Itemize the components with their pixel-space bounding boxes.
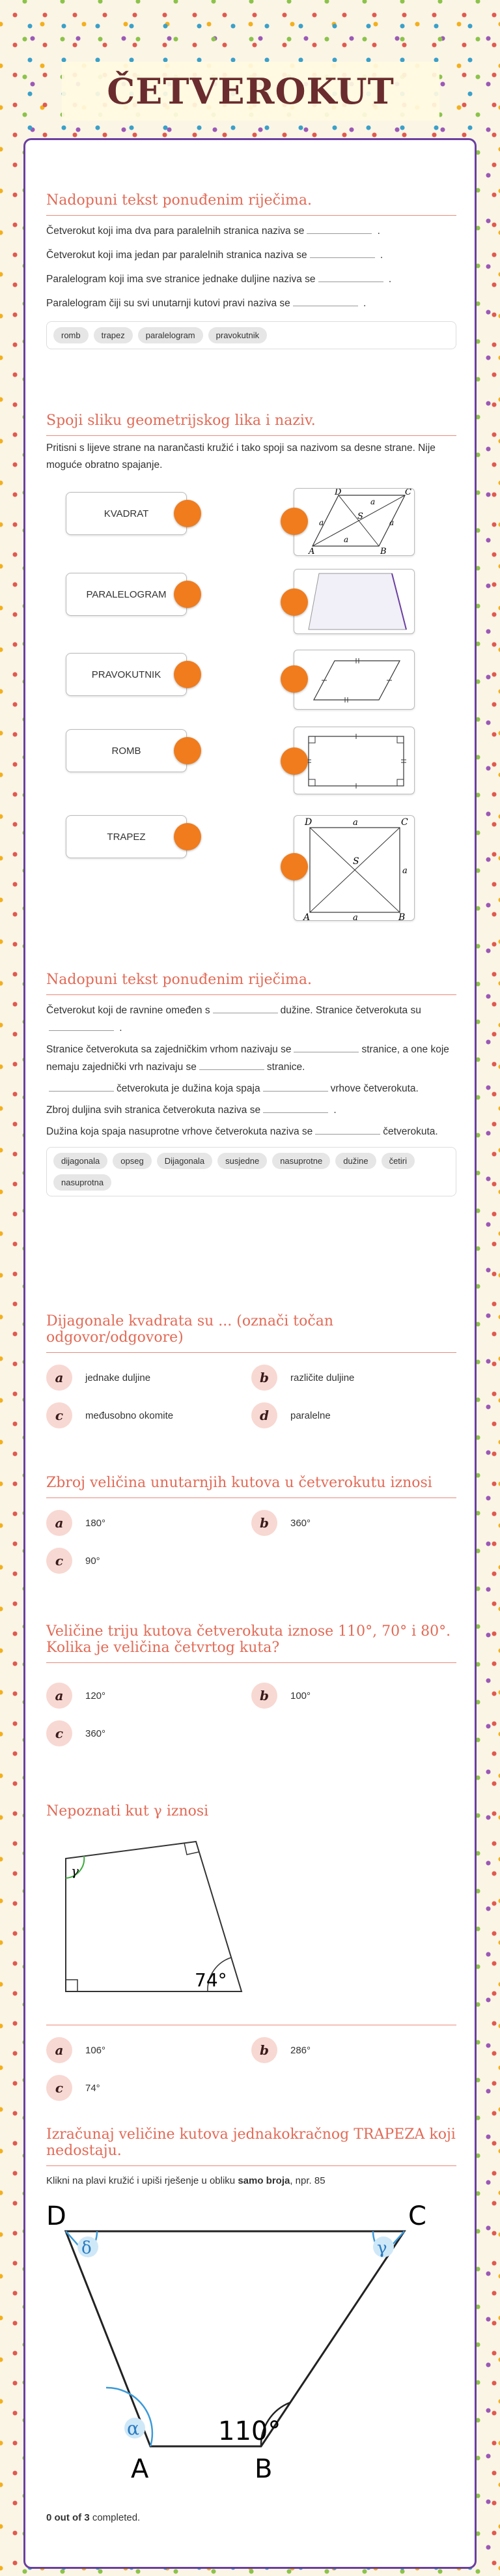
match-target-trapezoid [294, 569, 415, 634]
trapezoid-figure [294, 570, 415, 635]
q1-line-2-text: Četverokut koji ima jedan par paralelnih stranica naziva se [46, 250, 307, 261]
option-letter: b [251, 1683, 277, 1709]
question-5-title: Zbroj veličina unutarnjih kutova u četverokutu iznosi [46, 1475, 456, 1498]
option-text: 74° [85, 2082, 100, 2094]
q1-blank-1[interactable] [307, 222, 372, 234]
option-letter: a [46, 1510, 72, 1536]
q3-text: Dužina koja spaja nasuprotne vrhove četverokuta naziva se [46, 1126, 313, 1137]
q1-line-4: Paralelogram čiji su svi unutarnji kutovi pravi naziva se . [46, 295, 456, 312]
match-target-rhombus [294, 488, 415, 556]
q1-line-4-text: Paralelogram čiji su svi unutarnji kutovi pravi naziva se [46, 298, 290, 309]
question-1-title: Nadopuni tekst ponuđenim riječima. [46, 192, 456, 216]
q1-line-1: Četverokut koji ima dva para paralelnih stranica naziva se . [46, 222, 456, 240]
square-figure [294, 816, 415, 921]
question-2 [46, 412, 456, 474]
q3-line-5 [46, 1123, 456, 1140]
option-text: međusobno okomite [85, 1410, 174, 1421]
q8-instruction [46, 2173, 456, 2190]
answer-option[interactable] [251, 2037, 456, 2063]
gamma-label: γ [377, 2238, 387, 2258]
question-7 [46, 1803, 456, 2101]
match-handle[interactable] [281, 508, 308, 535]
answer-option[interactable] [46, 2037, 251, 2063]
question-7-title: Nepoznati kut γ iznosi [46, 1803, 209, 1819]
center-label: S [353, 856, 359, 867]
word-chip[interactable]: dužine [335, 1153, 376, 1169]
trapezoid-diagram [46, 2192, 456, 2485]
quadrilateral-figure [46, 1832, 268, 2015]
q3-line-4: Zbroj duljina svih stranica četverokuta naziva se . [46, 1101, 456, 1119]
option-letter: d [251, 1402, 277, 1428]
q3-text: Zbroj duljina svih stranica četverokuta naziva se [46, 1105, 261, 1116]
q3-text: stranice. [266, 1062, 305, 1073]
q3-line-3 [46, 1080, 456, 1097]
answer-option[interactable] [46, 1683, 251, 1709]
vertex-label: D [305, 817, 312, 828]
vertex-label: C [405, 489, 411, 497]
option-text: 286° [290, 2044, 311, 2056]
rectangle-figure [294, 727, 415, 795]
match-item-label: PARALELOGRAM [86, 588, 167, 600]
q3-blank[interactable] [49, 1080, 114, 1092]
option-text: paralelne [290, 1410, 331, 1421]
match-handle[interactable] [281, 665, 308, 693]
q1-line-2: Četverokut koji ima jedan par paralelnih stranica naziva se . [46, 246, 456, 264]
question-6-title: Veličine triju kutova četverokuta iznose 110°, 70° i 80°. Kolika je veličina četvrtog kuta? [46, 1623, 456, 1663]
angle-label: 110° [218, 2416, 281, 2446]
q3-blank[interactable] [213, 1002, 278, 1013]
option-text: 360° [85, 1728, 106, 1739]
question-2-title: Spoji sliku geometrijskog lika i naziv. [46, 412, 456, 436]
progress-count: 0 out of 3 [46, 2512, 90, 2523]
word-chip[interactable]: pravokutnik [208, 327, 267, 343]
side-label: a [353, 913, 358, 921]
side-label: a [353, 818, 358, 828]
answer-option[interactable] [46, 1720, 251, 1746]
q1-line-1-text: Četverokut koji ima dva para paralelnih stranica naziva se [46, 225, 305, 237]
answer-option[interactable] [251, 1510, 456, 1536]
option-text: 180° [85, 1517, 106, 1529]
word-chip[interactable]: trapez [94, 327, 133, 343]
question-3-title: Nadopuni tekst ponuđenim riječima. [46, 972, 456, 995]
option-letter: a [46, 1365, 72, 1391]
vertex-label: D [335, 489, 342, 497]
option-letter: a [46, 2037, 72, 2063]
word-chip[interactable]: susjedne [217, 1153, 267, 1169]
angle-label: 74° [195, 1969, 227, 1991]
match-handle[interactable] [281, 588, 308, 616]
option-letter: b [251, 1365, 277, 1391]
match-target-parallelogram [294, 650, 415, 710]
option-text: 360° [290, 1517, 311, 1529]
question-1 [46, 192, 456, 349]
alpha-label: α [127, 2418, 139, 2439]
match-handle[interactable] [174, 500, 201, 527]
option-text: 106° [85, 2044, 106, 2056]
q4-choices [46, 1365, 456, 1428]
vertex-label: C [401, 817, 408, 828]
q3-text: Stranice četverokuta sa zajedničkim vrhom nazivaju se [46, 1044, 292, 1055]
worksheet-card [23, 138, 477, 2569]
q3-word-bank [46, 1147, 456, 1196]
side-label: a [389, 518, 395, 527]
answer-option[interactable] [251, 1365, 456, 1391]
match-handle[interactable] [174, 823, 201, 850]
question-6 [46, 1623, 456, 1746]
question-8 [46, 2126, 456, 2489]
instruction-text: Klikni na plavi kružić i upiši rješenje u obliku [46, 2175, 238, 2186]
option-text: jednake duljine [85, 1372, 151, 1383]
option-text: 90° [85, 1555, 100, 1567]
word-chip[interactable]: nasuprotne [272, 1153, 330, 1169]
match-item-label: PRAVOKUTNIK [91, 669, 161, 680]
match-target-square [294, 815, 415, 921]
q3-line-2 [46, 1041, 456, 1076]
question-4 [46, 1313, 456, 1428]
question-4-title: Dijagonale kvadrata su ... (označi točan odgovor/odgovore) [46, 1313, 456, 1353]
q3-text: četverokuta. [383, 1126, 438, 1137]
progress-text: completed. [89, 2512, 141, 2523]
match-item-pravokutnik [66, 653, 187, 696]
vertex-label: B [380, 547, 387, 557]
question-8-title: Izračunaj veličine kutova jednakokračnog TRAPEZA koji nedostaju. [46, 2126, 456, 2166]
q3-line-1: Četverokut koji de ravnine omeđen s dužine. Stranice četverokuta su . [46, 1002, 456, 1037]
match-item-paralelogram [66, 573, 187, 616]
word-chip[interactable]: Dijagonala [157, 1153, 212, 1169]
answer-option[interactable] [46, 1402, 251, 1428]
answer-option[interactable] [46, 2075, 251, 2101]
vertex-label: D [46, 2201, 66, 2231]
q3-text: dužine. Stranice četverokuta su [280, 1005, 421, 1016]
option-letter: b [251, 2037, 277, 2063]
option-letter: c [46, 1548, 72, 1574]
question-3 [46, 972, 456, 1196]
side-label: a [402, 866, 408, 876]
q7-choices [46, 2037, 456, 2101]
side-label: a [370, 497, 376, 506]
progress-footer [46, 2512, 140, 2523]
header-banner [62, 62, 439, 121]
q1-blank-3[interactable] [318, 270, 383, 282]
instruction-bold: samo broja [238, 2175, 290, 2186]
vertex-label: A [131, 2454, 149, 2484]
option-letter: c [46, 1402, 72, 1428]
match-item-trapez [66, 815, 187, 858]
q2-instruction: Pritisni s lijeve strane na narančasti kružić i tako spoji sa nazivom sa desne strane. Nije moguće obratno spajanje. [46, 442, 436, 470]
q1-word-bank [46, 321, 456, 349]
match-handle[interactable] [174, 581, 201, 608]
match-handle[interactable] [174, 661, 201, 688]
match-item-romb [66, 729, 187, 772]
option-text: 100° [290, 1690, 311, 1701]
match-handle[interactable] [281, 853, 308, 880]
gamma-label: γ [71, 1863, 79, 1879]
q3-blank[interactable] [263, 1080, 328, 1092]
delta-label: δ [81, 2238, 92, 2258]
q3-text: vrhove četverokuta. [330, 1083, 419, 1094]
option-text: 120° [85, 1690, 106, 1701]
q3-blank[interactable] [199, 1058, 264, 1070]
vertex-label: B [398, 912, 406, 921]
q3-blank[interactable] [49, 1019, 114, 1031]
word-chip[interactable]: četiri [382, 1153, 415, 1169]
question-5 [46, 1475, 456, 1574]
word-chip[interactable]: dijagonala [53, 1153, 107, 1169]
vertex-label: A [309, 547, 315, 557]
option-text: različite duljine [290, 1372, 355, 1383]
side-label: a [319, 518, 324, 527]
match-item-label: KVADRAT [104, 508, 149, 519]
q1-line-3-text: Paralelogram koji ima sve stranice jednake duljine naziva se [46, 274, 316, 285]
vertex-label: C [408, 2201, 426, 2231]
answer-option[interactable] [46, 1548, 251, 1574]
q3-blank[interactable] [294, 1041, 359, 1052]
answer-option[interactable] [251, 1402, 456, 1428]
side-label: a [344, 535, 349, 544]
match-item-label: ROMB [111, 745, 141, 757]
instruction-text: , npr. 85 [290, 2175, 326, 2186]
page-title: ČETVEROKUT [107, 70, 395, 112]
word-chip[interactable]: paralelogram [138, 327, 203, 343]
q6-choices [46, 1683, 456, 1746]
q3-blank[interactable] [263, 1101, 328, 1113]
q3-text: četverokuta je dužina koja spaja [117, 1083, 260, 1094]
match-handle[interactable] [174, 737, 201, 764]
option-letter: b [251, 1510, 277, 1536]
parallelogram-figure [294, 650, 415, 710]
rhombus-figure [294, 489, 415, 557]
q3-blank[interactable] [315, 1123, 380, 1135]
word-chip[interactable]: nasuprotna [53, 1174, 111, 1191]
q3-text: stranice, a one koje nemaju zajednički vrh nazivaju se [46, 1044, 449, 1073]
option-letter: c [46, 2075, 72, 2101]
answer-option[interactable] [46, 1510, 251, 1536]
match-item-label: TRAPEZ [107, 831, 146, 843]
q1-blank-2[interactable] [310, 246, 375, 258]
word-chip[interactable]: romb [53, 327, 89, 343]
vertex-label: A [303, 912, 311, 921]
answer-option[interactable] [251, 1683, 456, 1709]
word-chip[interactable]: opseg [113, 1153, 151, 1169]
center-label: S [357, 512, 363, 521]
q5-choices [46, 1510, 456, 1574]
vertex-label: B [255, 2454, 273, 2484]
match-handle[interactable] [281, 747, 308, 775]
q1-line-3: Paralelogram koji ima sve stranice jednake duljine naziva se . [46, 270, 456, 288]
option-letter: c [46, 1720, 72, 1746]
match-target-rectangle [294, 727, 415, 794]
match-item-kvadrat [66, 492, 187, 535]
option-letter: a [46, 1683, 72, 1709]
answer-option[interactable] [46, 1365, 251, 1391]
q1-blank-4[interactable] [293, 295, 358, 306]
q3-text: Četverokut koji de ravnine omeđen s [46, 1005, 210, 1016]
